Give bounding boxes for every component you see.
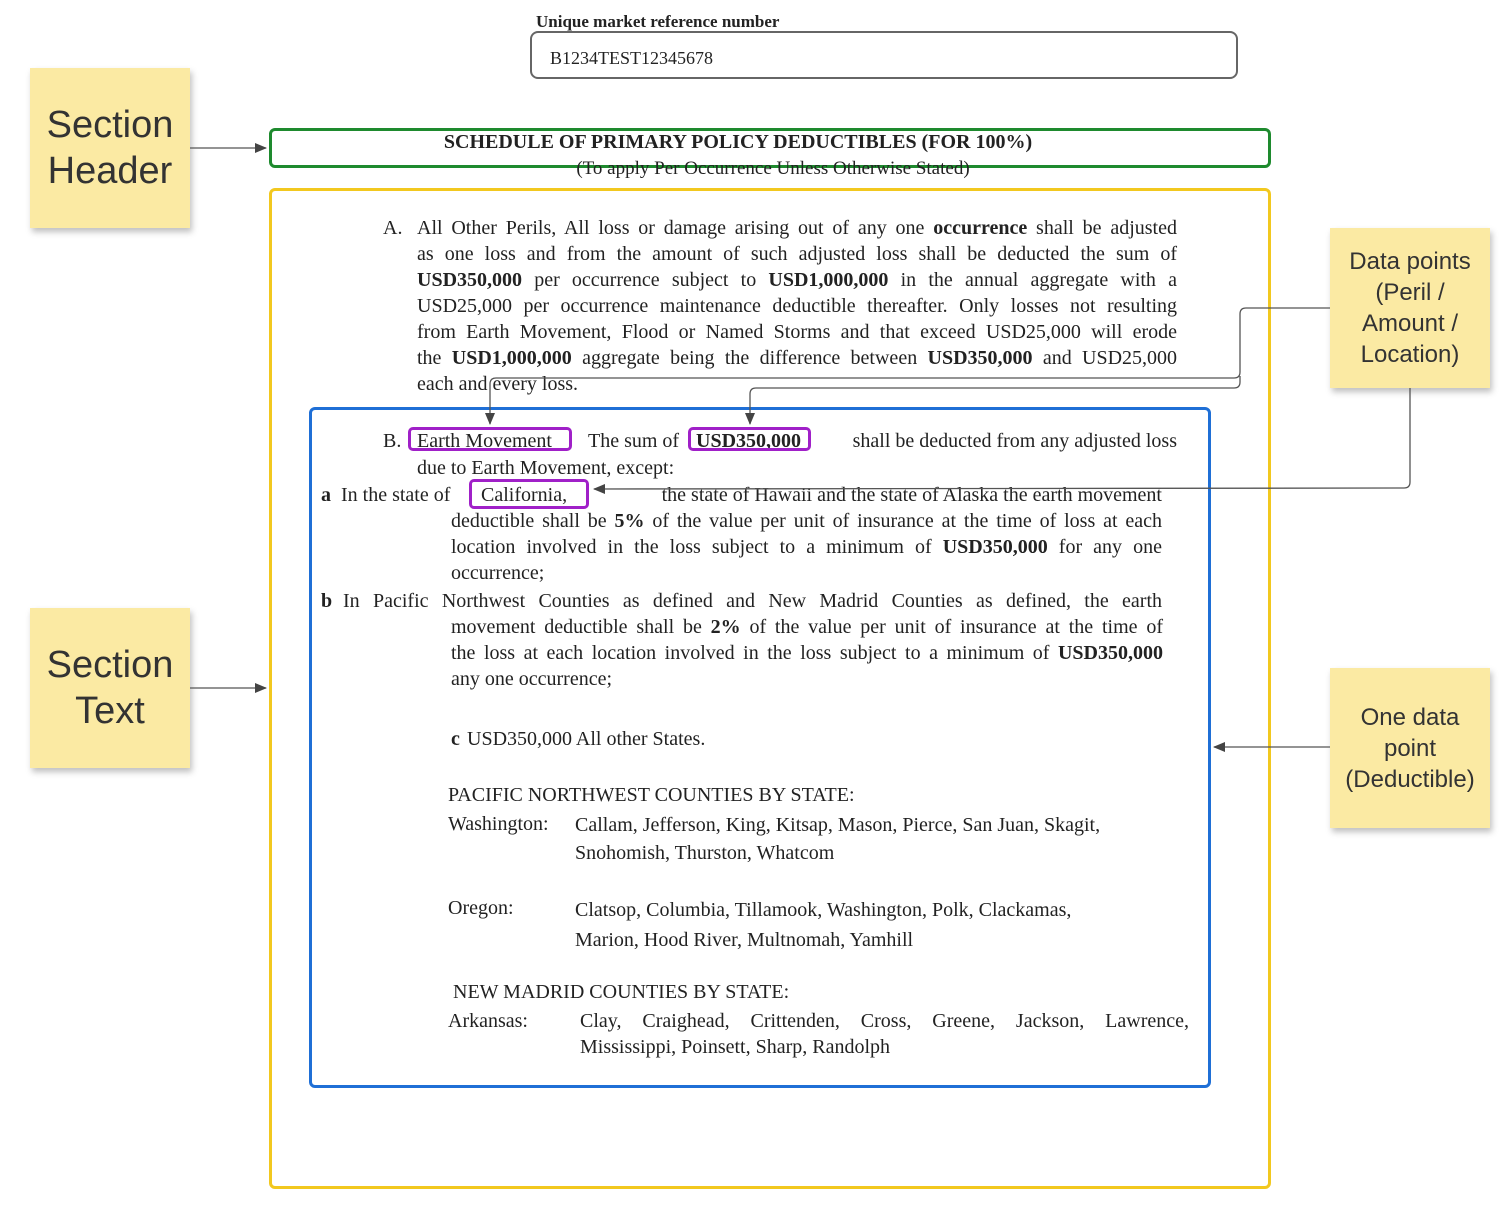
- item-b-line: movement deductible shall be 2% of the value per unit of insurance at the time of: [451, 616, 1164, 638]
- item-b-line: any one occurrence;: [451, 668, 613, 690]
- washington-line: Callam, Jefferson, King, Kitsap, Mason, Pierce, San Juan, Skagit,: [575, 814, 1101, 836]
- item-b-marker: b: [321, 590, 333, 612]
- arkansas-label: Arkansas:: [448, 1010, 528, 1032]
- item-c-marker: c: [451, 728, 460, 750]
- pnw-heading: PACIFIC NORTHWEST COUNTIES BY STATE:: [448, 784, 855, 806]
- peril-earth-movement: Earth Movement: [417, 430, 552, 452]
- section-b-line2: due to Earth Movement, except:: [417, 457, 675, 479]
- section-a-line: each and every loss.: [417, 373, 579, 395]
- nm-heading: NEW MADRID COUNTIES BY STATE:: [453, 981, 790, 1003]
- arkansas-line: Clay, Craighead, Crittenden, Cross, Greene, Jackson, Lawrence,: [580, 1010, 1189, 1032]
- section-a-line: as one loss and from the amount of such adjusted loss shall be deducted the sum of: [417, 243, 1177, 265]
- washington-line: Snohomish, Thurston, Whatcom: [575, 842, 835, 864]
- item-b-line: In Pacific Northwest Counties as defined and New Madrid Counties as defined, the earth: [343, 590, 1162, 612]
- item-a-post: the state of Hawaii and the state of Alaska the earth movement: [661, 484, 1162, 506]
- arrow-to-location: [594, 388, 1410, 489]
- umr-value: B1234TEST12345678: [550, 48, 714, 68]
- section-a-line: the USD1,000,000 aggregate being the difference between USD350,000 and USD25,000: [417, 347, 1178, 369]
- section-a-line: USD350,000 per occurrence subject to USD1,000,000 in the annual aggregate with a: [417, 269, 1177, 291]
- sticky-one-data-point-text: One data point (Deductible): [1345, 703, 1475, 793]
- section-a-marker: A.: [383, 217, 403, 239]
- section-b-rest: shall be deducted from any adjusted loss: [852, 430, 1177, 452]
- section-a-line: All Other Perils, All loss or damage arising out of any one occurrence shall be adjusted: [417, 217, 1177, 239]
- item-a-line: occurrence;: [451, 562, 545, 584]
- item-c-text: USD350,000 All other States.: [467, 728, 706, 750]
- washington-label: Washington:: [448, 813, 549, 835]
- schedule-title: SCHEDULE OF PRIMARY POLICY DEDUCTIBLES (FOR 100%): [443, 131, 1033, 153]
- item-b-line: the loss at each location involved in the loss subject to a minimum of USD350,000: [451, 642, 1163, 664]
- umr-label: Unique market reference number: [536, 12, 780, 31]
- sticky-data-points-text: Data points (Peril / Amount / Location): [1349, 248, 1471, 368]
- arrow-to-peril: [490, 308, 1330, 424]
- item-a-line: location involved in the loss subject to a minimum of USD350,000 for any one: [451, 536, 1163, 558]
- section-b-intro: The sum of: [588, 430, 680, 452]
- arkansas-line: Mississippi, Poinsett, Sharp, Randolph: [580, 1036, 891, 1058]
- item-a-marker: a: [321, 484, 331, 506]
- item-a-pre: In the state of: [341, 484, 451, 506]
- oregon-line: Marion, Hood River, Multnomah, Yamhill: [575, 929, 914, 951]
- amount-usd350000: USD350,000: [696, 430, 802, 452]
- sticky-section-text-text: Section Text: [46, 644, 174, 732]
- arrow-to-amount: [750, 376, 1240, 424]
- item-a-line: deductible shall be 5% of the value per unit of insurance at the time of loss at each: [451, 510, 1162, 532]
- schedule-subtitle: (To apply Per Occurrence Unless Otherwise Stated): [576, 158, 970, 179]
- location-california: California,: [481, 484, 568, 506]
- section-a-line: USD25,000 per occurrence maintenance deductible thereafter. Only losses not resulting: [417, 295, 1177, 317]
- oregon-label: Oregon:: [448, 897, 514, 919]
- sticky-section-header-text: Section Header: [46, 104, 174, 192]
- section-a-line: from Earth Movement, Flood or Named Storms and that exceed USD25,000 will erode: [417, 321, 1177, 343]
- oregon-line: Clatsop, Columbia, Tillamook, Washington, Polk, Clackamas,: [575, 899, 1072, 921]
- section-b-marker: B.: [383, 430, 402, 452]
